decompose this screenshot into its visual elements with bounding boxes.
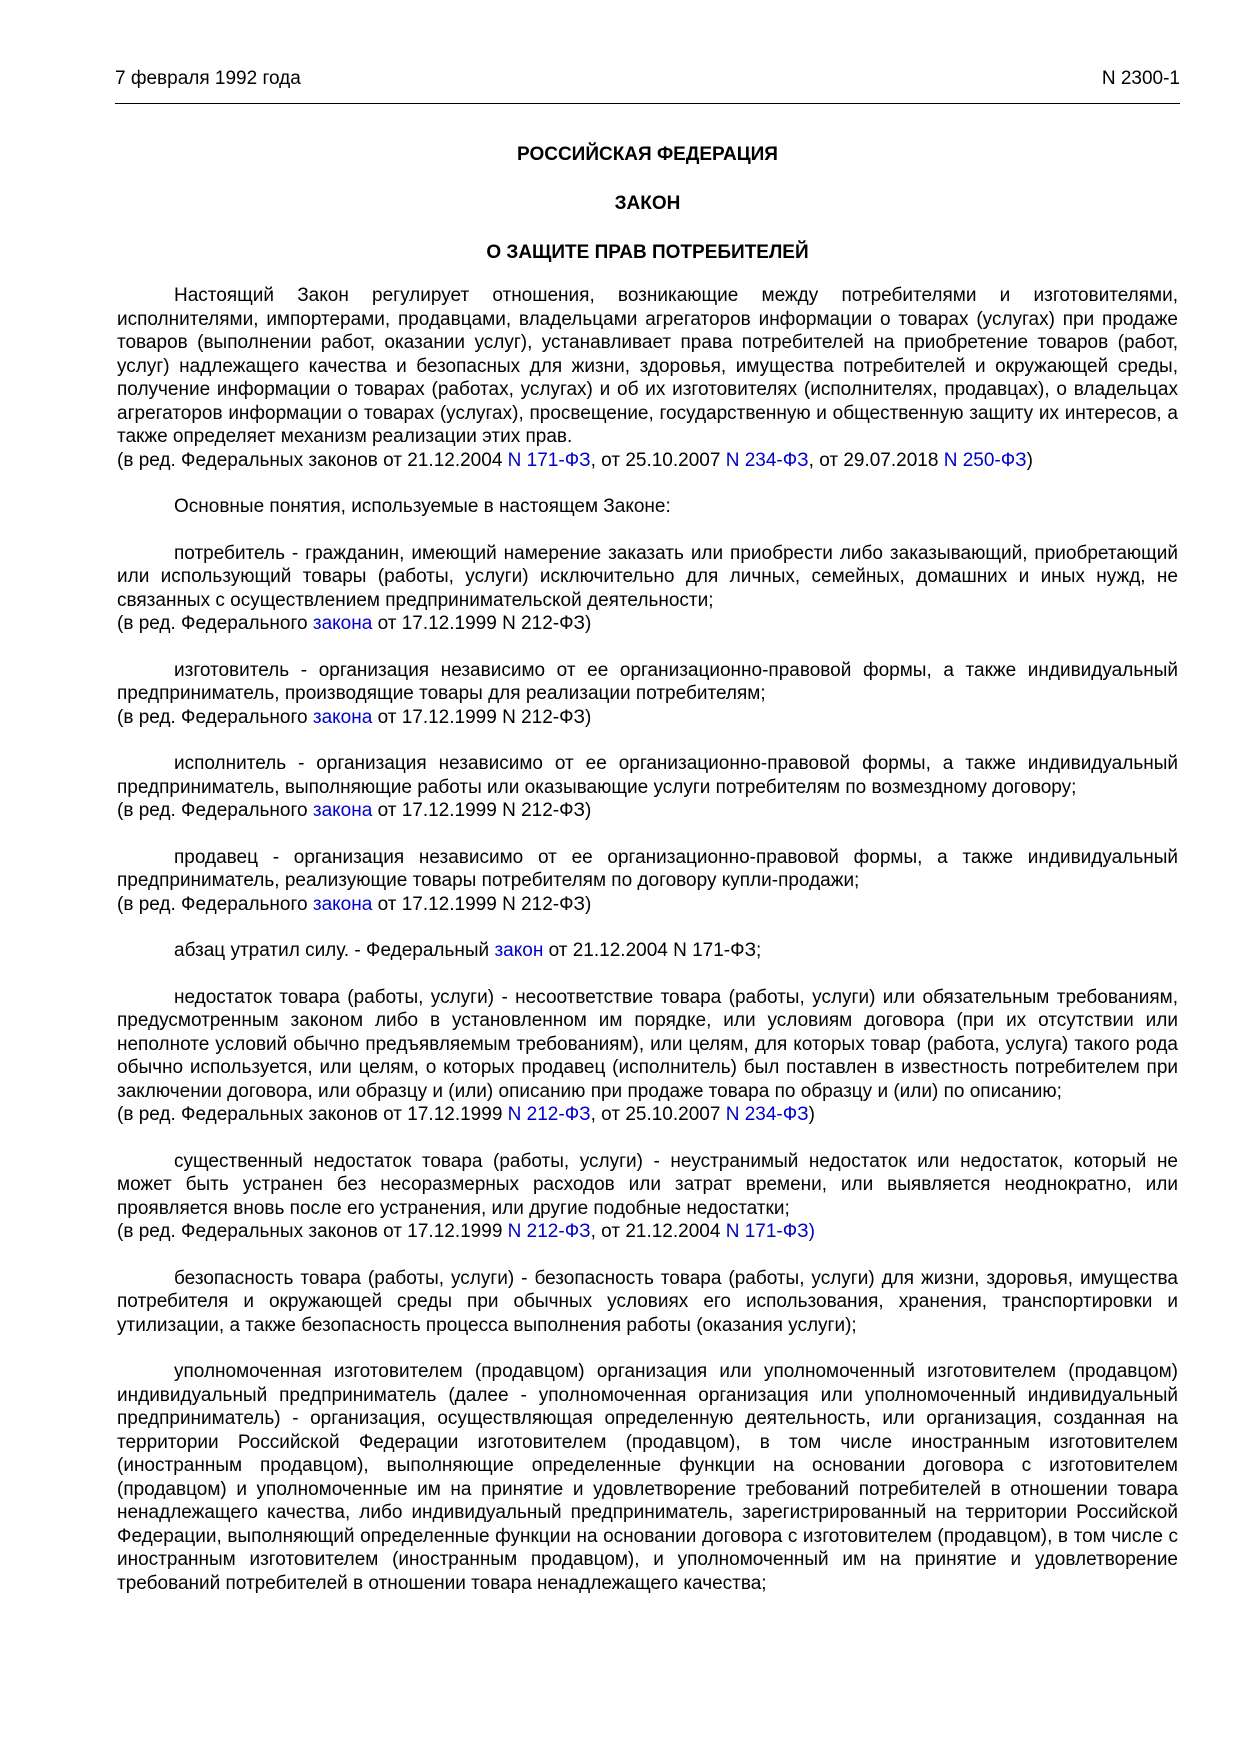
link-law-234[interactable]: N 234-ФЗ [725, 449, 809, 471]
link-law-171[interactable]: N 171-ФЗ [507, 449, 591, 471]
void-paragraph [117, 939, 1178, 963]
ref-text: , от 25.10.2007 [590, 1104, 726, 1125]
ref-text: (в ред. Федерального [117, 800, 313, 821]
definition-consumer: потребитель - гражданин, имеющий намерение заказать или приобрести либо заказывающий, приобретающий или использующий товары (работы, услуги) исключительно для личных, семейных, домашних и иных нужд, не связанных с осуществлением предпринимательской деятельности; [117, 542, 1178, 611]
consumer-amendment-ref [117, 612, 1178, 636]
ref-text: (в ред. Федерального [117, 893, 313, 915]
title-name: О ЗАЩИТЕ ПРАВ ПОТРЕБИТЕЛЕЙ [486, 242, 809, 263]
ref-text: от 17.12.1999 N 212-ФЗ) [372, 613, 592, 634]
title-kind: ЗАКОН [614, 193, 681, 214]
link-law-212[interactable]: N 212-ФЗ [507, 1221, 591, 1242]
preamble-amendment-ref [117, 449, 1178, 473]
link-law[interactable]: закона [312, 613, 373, 634]
definition-manufacturer: изготовитель - организация независимо от ее организационно-правовой формы, а также индивидуальный предприниматель, производящие товары для реализации потребителям; [117, 659, 1178, 704]
link-law[interactable]: закона [312, 706, 373, 728]
ref-text: , от 21.12.2004 [590, 1221, 726, 1242]
definition-safety: безопасность товара (работы, услуги) - безопасность товара (работы, услуги) для жизни, здоровья, имущества потребителя и окружающей среды при обычных условиях его использования, хранения, транспортировки и утилизации, а также безопасность процесса выполнения работы (оказания услуги); [117, 1267, 1178, 1336]
ref-text: (в ред. Федеральных законов от 17.12.1999 [117, 1104, 508, 1125]
link-law[interactable]: закон [494, 940, 544, 961]
link-law-234[interactable]: N 234-ФЗ [725, 1104, 809, 1125]
manufacturer-amendment-ref [117, 706, 1178, 730]
ref-text: от 17.12.1999 N 212-ФЗ) [372, 706, 592, 728]
title-country: РОССИЙСКАЯ ФЕДЕРАЦИЯ [517, 144, 778, 165]
ref-text: , от 25.10.2007 [590, 449, 726, 471]
page-header [115, 67, 1180, 91]
definition-seller: продавец - организация независимо от ее организационно-правовой формы, а также индивидуальный предприниматель, реализующие товары потребителям по договору купли-продажи; [117, 846, 1178, 891]
link-law[interactable]: закона [312, 893, 373, 915]
definition-authorized-organization: уполномоченная изготовителем (продавцом) организация или уполномоченный изготовителем (продавцом) индивидуальный предприниматель (далее - уполномоченная организация или уполномоченный индивидуальный предприниматель) - организация, осуществляющая определенную деятельность, или организация, созданная на территории Российской Федерации изготовителем (продавцом), в том числе иностранным изготовителем (иностранным продавцом), выполняющие определенные функции на основании договора с изготовителем (продавцом) и уполномоченные им на принятие и удовлетворение требований потребителей в отношении товара ненадлежащего качества, либо индивидуальный предприниматель, зарегистрированный на территории Российской Федерации, выполняющий определенные функции на основании договора с изготовителем (продавцом), в том числе с иностранным изготовителем (иностранным продавцом), и уполномоченный им на принятие и удовлетворение требований потребителей в отношении товара ненадлежащего качества; [117, 1361, 1178, 1594]
law-date: 7 февраля 1992 года [115, 68, 301, 89]
header-divider [115, 103, 1180, 104]
definition-essential-defect: существенный недостаток товара (работы, услуги) - неустранимый недостаток или недостаток, который не может быть устранен без несоразмерных расходов или затрат времени, или выявляется неоднократно, или проявляется вновь после его устранения, или другие подобные недостатки; [117, 1150, 1178, 1219]
definition-defect: недостаток товара (работы, услуги) - несоответствие товара (работы, услуги) или обязательным требованиям, предусмотренным законом либо в установленном им порядке, или условиям договора (при их отсутствии или неполноте условий обычно предъявляемым требованиям), или целям, для которых товар (работа, услуга) такого рода обычно используется, или целям, о которых продавец (исполнитель) был поставлен в известность потребителем при заключении договора, или образцу и (или) описанию при продаже товара по образцу и (или) по описанию; [117, 986, 1178, 1102]
essential-defect-amendment-ref [117, 1220, 1178, 1244]
ref-text: от 17.12.1999 N 212-ФЗ) [372, 893, 592, 915]
ref-text: , от 29.07.2018 [808, 449, 944, 471]
ref-text: ) [1026, 449, 1033, 471]
ref-text: (в ред. Федерального [117, 613, 313, 634]
ref-text: (в ред. Федеральных законов от 21.12.2004 [117, 449, 508, 471]
law-number: N 2300-1 [1101, 68, 1180, 89]
concepts-intro: Основные понятия, используемые в настоящем Законе: [174, 496, 671, 517]
ref-text: (в ред. Федерального [117, 706, 313, 728]
link-law[interactable]: закона [312, 800, 373, 821]
definition-contractor: исполнитель - организация независимо от ее организационно-правовой формы, а также индивидуальный предприниматель, выполняющие работы или оказывающие услуги потребителям по возмездному договору; [117, 753, 1178, 798]
ref-text: ) [808, 1104, 815, 1125]
seller-amendment-ref [117, 893, 1178, 917]
ref-text: (в ред. Федеральных законов от 17.12.1999 [117, 1221, 508, 1242]
ref-text: от 17.12.1999 N 212-ФЗ) [372, 800, 592, 821]
void-text: абзац утратил силу. - Федеральный [174, 940, 495, 961]
link-law-171[interactable]: N 171-ФЗ) [725, 1221, 815, 1242]
contractor-amendment-ref [117, 799, 1178, 823]
preamble-text: Настоящий Закон регулирует отношения, возникающие между потребителями и изготовителями, исполнителями, импортерами, продавцами, владельцами агрегаторов информации о товарах (услугах) при продаже товаров (выполнении работ, оказании услуг), устанавливает права потребителей на приобретение товаров (работ, услуг) надлежащего качества и безопасных для жизни, здоровья, имущества потребителей и окружающей среды, получение информации о товарах (работах, услугах) и об их изготовителях (исполнителях, продавцах), о владельцах агрегаторов информации о товарах (услугах), просвещение, государственную и общественную защиту их интересов, а также определяет механизм реализации этих прав. [117, 285, 1178, 447]
void-text: от 21.12.2004 N 171-ФЗ; [543, 940, 762, 961]
link-law-212[interactable]: N 212-ФЗ [507, 1104, 591, 1125]
link-law-250[interactable]: N 250-ФЗ [943, 449, 1027, 471]
document-body [117, 284, 1178, 1595]
defect-amendment-ref [117, 1103, 1178, 1127]
